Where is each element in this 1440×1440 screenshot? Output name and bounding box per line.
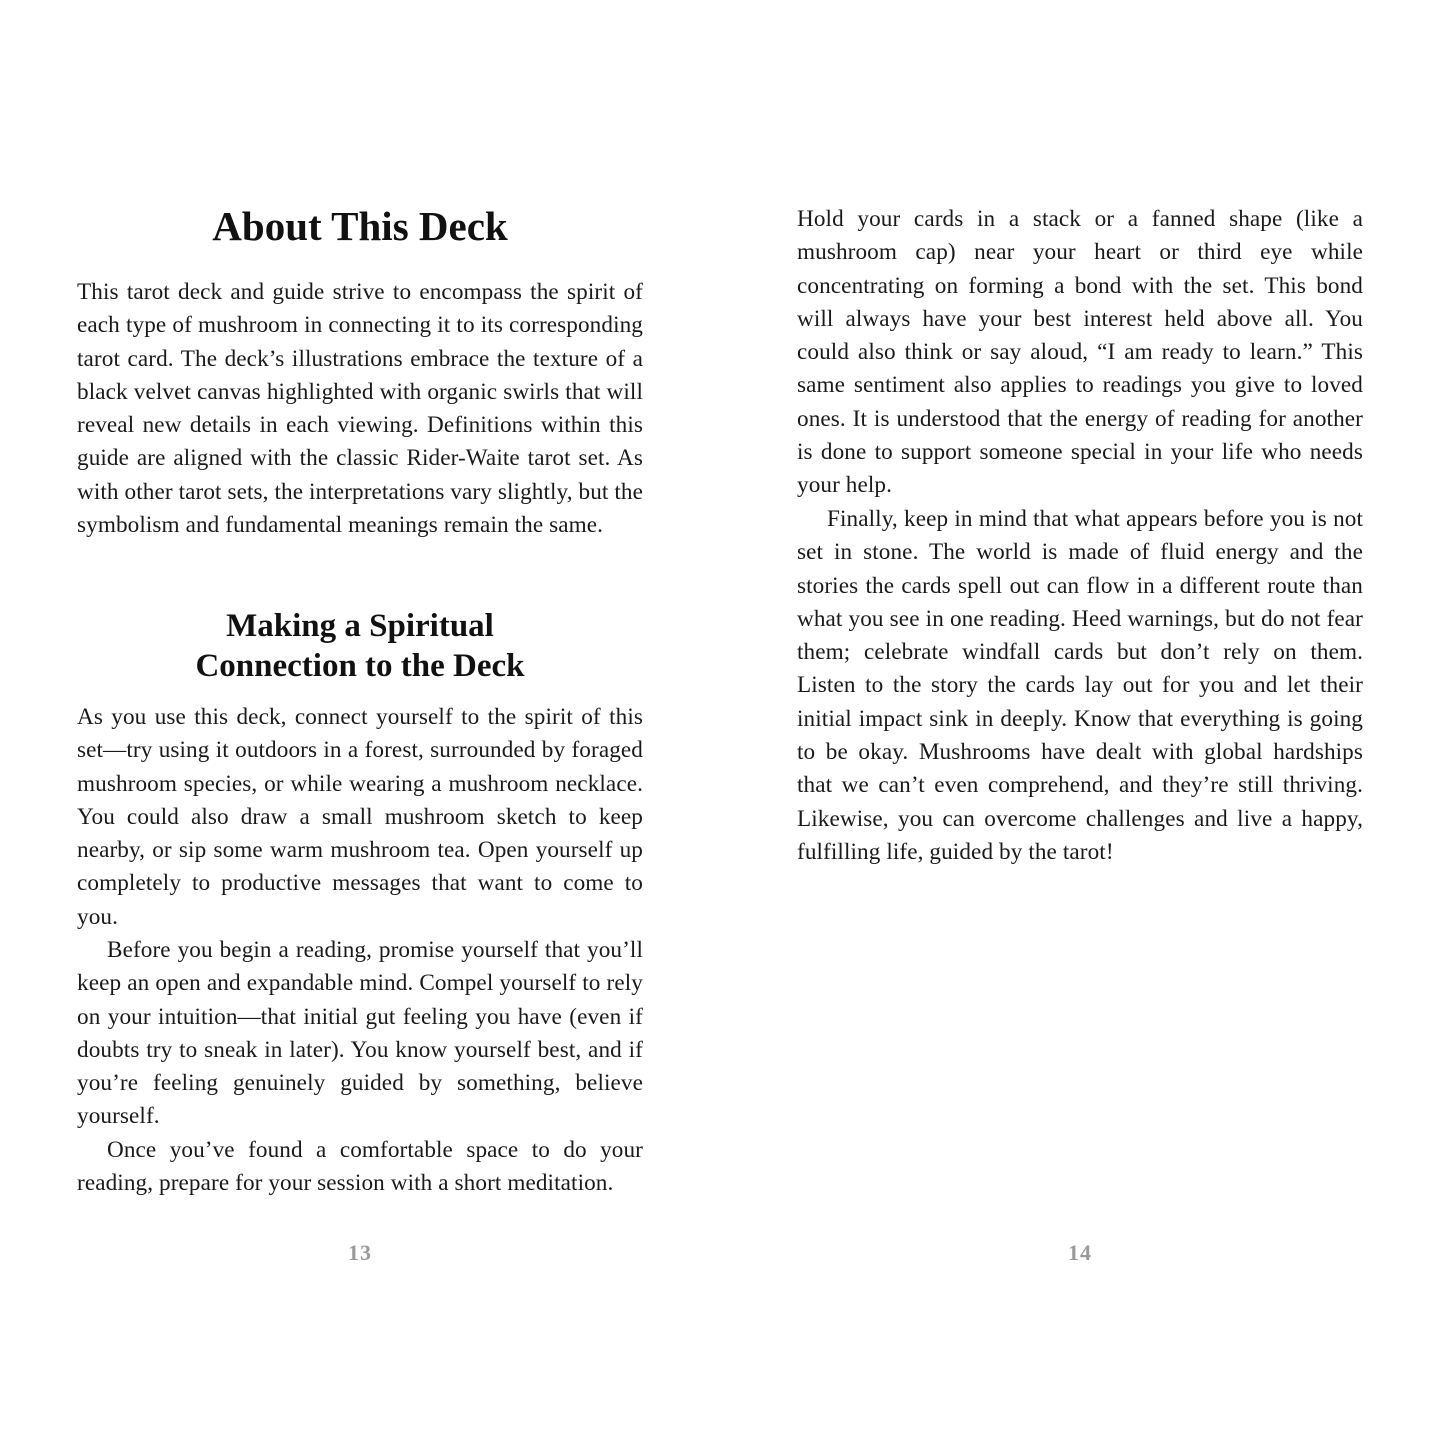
page-number: 13	[348, 1240, 372, 1265]
body-paragraph: Before you begin a reading, promise yourself that you’ll keep an open and expandable mind. Compel yourself to rely on your intuition—that initial gut feeling you have (even if doubts try to sneak in later). You know yourself best, and if you’re feeling genuinely guided by something, believe yourself.	[77, 937, 643, 1130]
section-heading-line-2: Connection to the Deck	[195, 648, 525, 684]
body-paragraph: Finally, keep in mind that what appears before you is not set in stone. The world is made of fluid energy and the stories the cards spell out can flow in a different route than what you see in one reading. Heed warnings, but do not fear them; celebrate windfall cards but don’t rely on them. Listen to the story the cards lay out for you and let their initial impact sink in deeply. Know that everything is going to be okay. Mushrooms have dealt with global hardships that we can’t even comprehend, and they’re still thriving. Likewise, you can overcome challenges and live a happy, fulfilling life, guided by the tarot!	[797, 506, 1363, 865]
body-paragraph: Hold your cards in a stack or a fanned shape (like a mushroom cap) near your heart or third eye while concentrating on forming a bond with the set. This bond will always have your best interest held above all. You could also think or say aloud, “I am ready to learn.” This same sentiment also applies to readings you give to loved ones. It is understood that the energy of reading for another is done to support someone special in your life who needs your help.	[797, 206, 1363, 499]
intro-paragraph: This tarot deck and guide strive to encompass the spirit of each type of mushroom in connecting it to its corresponding tarot card. The deck’s illustrations embrace the texture of a black velvet canvas highlighted with organic swirls that will reveal new details in each viewing. Definitions within this guide are aligned with the classic Rider-Waite tarot set. As with other tarot sets, the interpretations vary slightly, but the symbolism and fundamental meanings remain the same.	[77, 279, 643, 539]
body-paragraph: As you use this deck, connect yourself to the spirit of this set—try using it outdoors in a forest, surrounded by foraged mushroom species, or while wearing a mushroom necklace. You could also draw a small mushroom sketch to keep nearby, or sip some warm mushroom tea. Open yourself up completely to productive messages that want to come to you.	[77, 704, 643, 930]
body-paragraph: Once you’ve found a comfortable space to do your reading, prepare for your session with a short meditation.	[77, 1137, 643, 1197]
left-page	[77, 0, 643, 1440]
right-page	[797, 0, 1363, 1440]
page-number: 14	[1068, 1240, 1092, 1265]
section-heading-line-1: Making a Spiritual	[226, 608, 494, 644]
section-heading	[77, 606, 643, 686]
page-title: About This Deck	[212, 203, 508, 249]
